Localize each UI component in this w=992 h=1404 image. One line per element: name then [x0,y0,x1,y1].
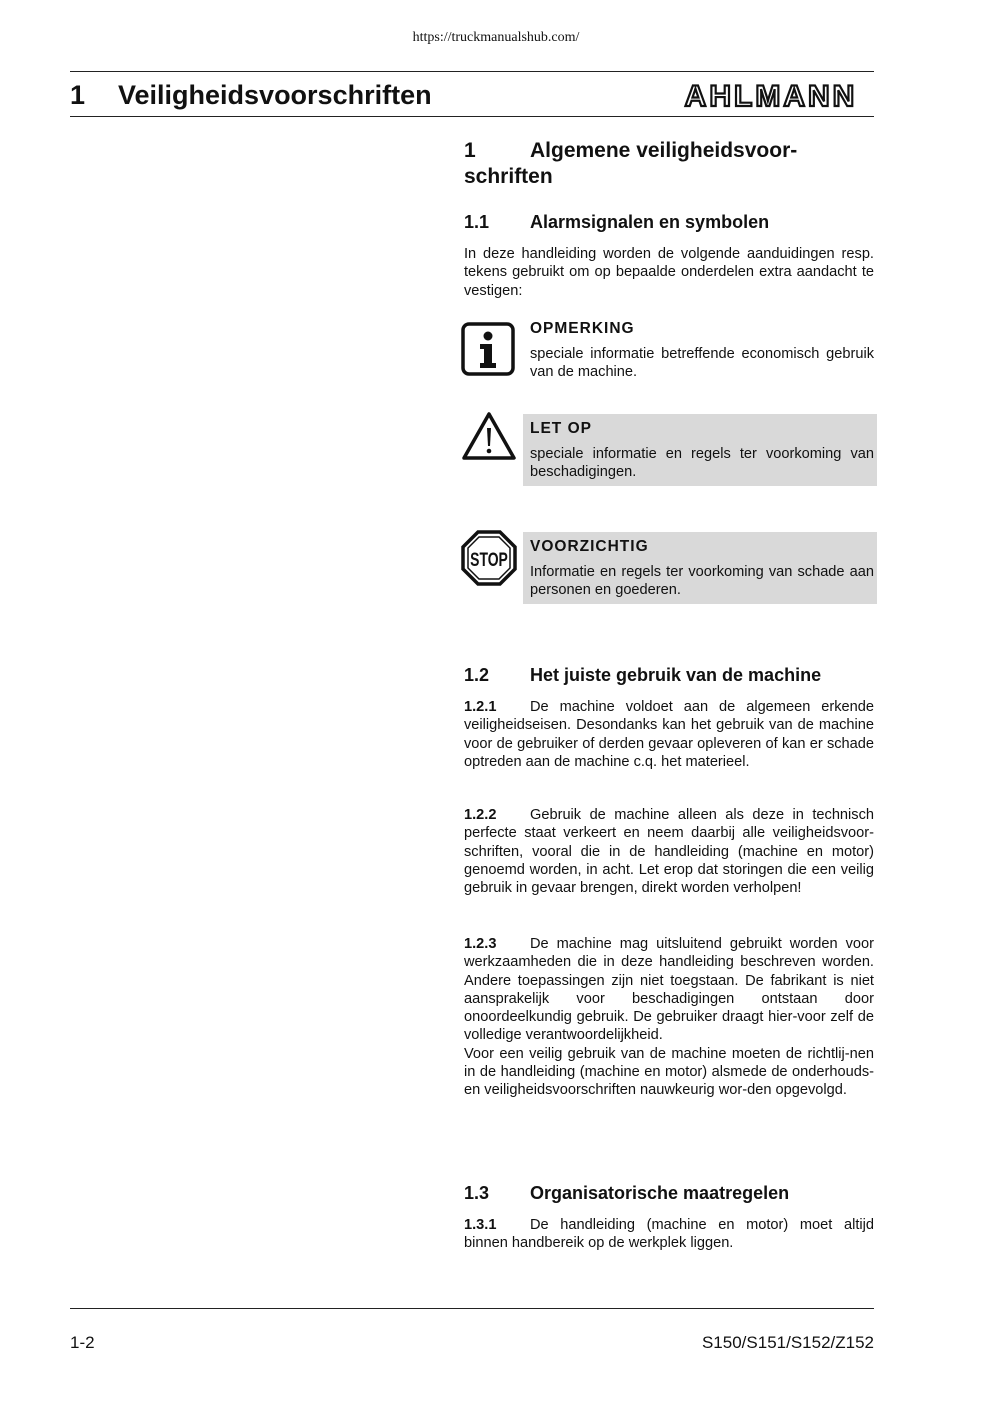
paragraph-1-2-1 [464,698,874,771]
chapter-number: 1 [70,80,86,110]
page-number: 1-2 [70,1333,95,1352]
subsection-1-2-heading [464,665,874,686]
subsection-number: 1.3 [464,1183,490,1203]
stop-sign-icon [461,530,517,586]
subsection-title: Het juiste gebruik van de machine [530,665,822,685]
info-icon [461,322,515,376]
caution-text: speciale informatie en regels ter voorkoming van beschadigingen. [530,446,874,481]
subsection-1-3-heading [464,1183,874,1204]
footer-rule [70,1308,874,1309]
section-title-line2: schriften [464,165,553,188]
logo-text: AHLMANN [684,80,858,112]
paragraph-text: De machine mag uitsluitend gebruikt worden voor werkzaamheden die in deze handleiding beschreven worden. Andere toepassingen zijn niet toegstaan. De fabrikant is niet aansprakelijk voor beschadigingen ontstaan door onoordeelkundig gebruik. De gebruiker draagt hier-voor zelf de volledige verantwoordelijkheid. [464,936,874,1044]
header-top-rule [70,71,874,72]
paragraph-number: 1.3.1 [464,1217,497,1233]
caution-title: LET OP [530,420,592,437]
subsection-number: 1.2 [464,665,490,685]
paragraph-number: 1.2.1 [464,699,497,715]
subsection-title: Organisatorische maatregelen [530,1183,790,1203]
model-numbers: S150/S151/S152/Z152 [701,1333,874,1352]
paragraph-text: De machine voldoet aan de algemeen erkende veiligheidseisen. Desondanks kan het gebruik van de machine voor de gebruiker of derden gevaar opleveren of kan er schade optreden aan de machine c.q. het materieel. [464,699,874,770]
paragraph-1-3-1 [464,1216,874,1253]
danger-text: Informatie en regels ter voorkoming van schade aan personen en goederen. [530,564,874,599]
stop-label: STOP [470,548,508,571]
paragraph-number: 1.2.2 [464,807,497,823]
ahlmann-logo [666,80,876,112]
paragraph-text: De handleiding (machine en motor) moet altijd binnen handbereik op de werkplek liggen. [464,1217,874,1252]
paragraph-continuation: Voor een veilig gebruik van de machine moeten de richtlij-nen in de handleiding (machine en motor) alsmede de onderhouds- en veiligheidsvoorschriften nauwkeurig wor-den opgevolgd. [464,1045,874,1099]
section-title-line1: Algemene veiligheidsvoor- [530,139,798,162]
paragraph-text: Gebruik de machine alleen als deze in technisch perfecte staat verkeert en neem daarbij alle veiligheidsvoor-schriften, vooral die in de handleiding (machine en motor) genoemd worden, in acht. Let erop dat storingen die een veilig gebruik in gevaar brengen, direkt worden verholpen! [464,807,874,897]
paragraph-number: 1.2.3 [464,936,497,952]
note-text: speciale informatie betreffende economisch gebruik van de machine. [530,346,874,381]
subsection-1-1-heading [464,212,874,233]
note-title: OPMERKING [530,320,635,337]
subsection-title: Alarmsignalen en symbolen [530,212,770,232]
warning-triangle-icon [461,410,517,462]
paragraph-1-2-2 [464,806,874,897]
subsection-number: 1.1 [464,212,490,232]
section-number: 1 [464,139,476,162]
section-heading [464,138,874,190]
header-bottom-rule [70,116,874,117]
paragraph-1-2-3 [464,935,874,1100]
source-url[interactable]: https://truckmanualshub.com/ [412,30,580,45]
danger-title: VOORZICHTIG [530,538,649,555]
chapter-title: Veiligheidsvoorschriften [118,80,432,110]
intro-paragraph: In deze handleiding worden de volgende aanduidingen resp. tekens gebruikt om op bepaalde onderdelen extra aandacht te vestigen: [464,246,874,299]
